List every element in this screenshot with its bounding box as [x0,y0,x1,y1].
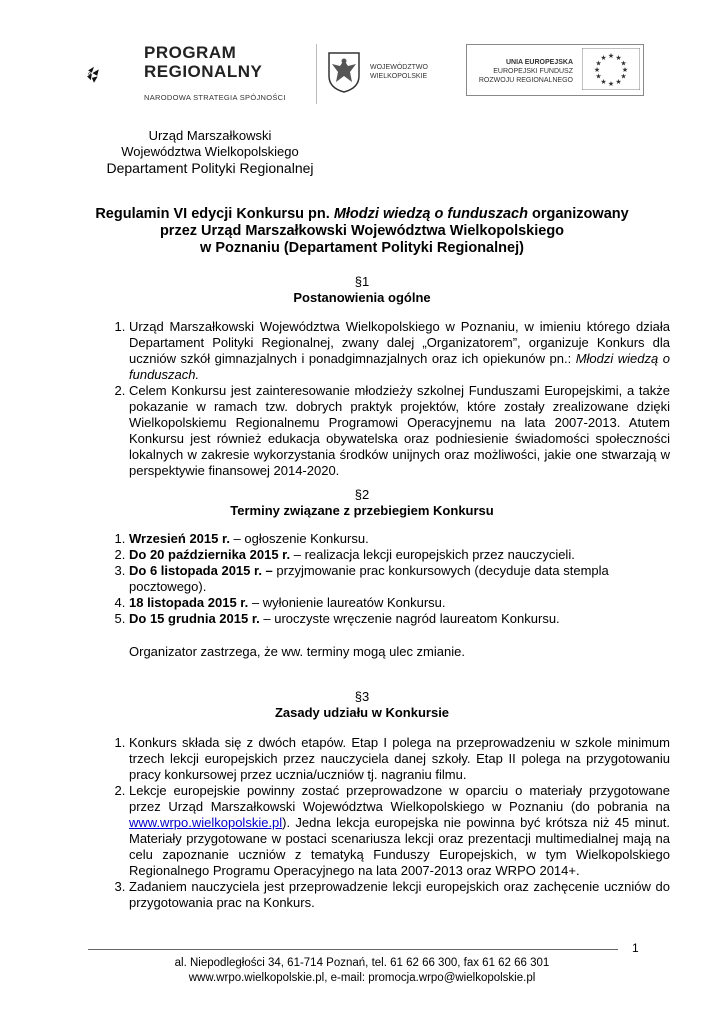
date-text: – ogłoszenie Konkursu. [229,531,369,546]
list-item [129,547,670,563]
date-text: – realizacja lekcji europejskich przez nauczycieli. [290,547,575,562]
wrpo-link[interactable]: www.wrpo.wielkopolskie.pl [129,815,283,830]
page-number: 1 [632,941,639,955]
list-item [129,611,670,627]
program-title-line2: REGIONALNY [144,62,263,81]
s1-item1-text: Urząd Marszałkowski Województwa Wielkopolskiego w Poznaniu, w imieniu którego działa Departament Polityki Regionalnej, zwany dalej „Organizatorem”, organizuje Konkurs dla uczniów szkół gimnazjalnych i ponadgimnazjalnych oraz ich opiekunów pn.: [129,319,670,366]
office-block [60,128,360,176]
program-regionalny-logo-icon [86,40,142,110]
svg-text:★: ★ [600,54,607,62]
section1-sign: §1 [354,274,370,289]
list-item: 3. Zadaniem nauczyciela jest przeprowadzenie lekcji europejskich oraz zachęcenie uczniów do przygotowania prac na Konkurs. [129,879,670,911]
date-bold: Wrzesień 2015 r. [129,531,230,546]
date-bold: Do 15 grudnia 2015 r. [129,611,260,626]
svg-text:★: ★ [621,66,629,74]
title-part2: organizowany [527,206,629,222]
office-department: Departament Polityki Regionalnej [106,160,314,176]
footer-divider [88,949,618,950]
section3-sign: §3 [354,689,370,704]
list-item [129,783,670,879]
date-bold: 18 listopada 2015 r. [129,595,249,610]
header-divider [316,44,317,104]
section2-heading: Terminy związane z przebiegiem Konkursu [230,503,494,518]
wojewodztwo-label [370,63,428,81]
list-item [129,595,670,611]
svg-text:★: ★ [615,54,622,62]
terms-note: Organizator zastrzega, że ww. terminy mogą ulec zmianie. [129,644,465,659]
program-subtitle: NARODOWA STRATEGIA SPÓJNOŚCI [144,93,286,102]
footer-address: al. Niepodległości 34, 61-714 Poznań, tel. 61 62 66 300, fax 61 62 66 301 [174,957,550,969]
svg-text:★: ★ [595,72,602,81]
svg-text:★: ★ [620,72,627,81]
eu-line2: EUROPEJSKI FUNDUSZ [493,68,573,75]
svg-text:★: ★ [620,59,627,68]
woj-line2: WIELKOPOLSKIE [370,73,428,80]
date-bold: Do 6 listopada 2015 r. – [129,563,273,578]
office-line2: Województwa Wielkopolskiego [121,144,299,159]
svg-text:★: ★ [600,78,607,86]
wielkopolska-eagle-crest-icon [326,50,362,94]
eu-flag-icon [582,48,640,90]
section1-list [94,319,670,479]
footer-contact [0,956,724,986]
list-item [129,563,670,595]
office-line1: Urząd Marszałkowski [148,128,272,143]
date-text: – uroczyste wręczenie nagród laureatom Konkursu. [259,611,560,626]
eu-label [470,58,573,85]
section2-list [94,531,670,627]
svg-text:★: ★ [615,78,622,86]
list-item: 2. Celem Konkursu jest zainteresowanie młodzieży szkolnej Funduszami Europejskimi, a także pokazanie w ramach tzw. dobrych praktyk projektów, które zostały zrealizowane dzięki Wielkopolskiemu Regionalnemu Programowi Operacyjnemu na lata 2007-2013. Atutem Konkursu jest również edukacja obywatelska oraz podniesienie świadomości społeczności lokalnych w zakresie wykorzystania środków unijnych oraz możliwości, jakie one stwarzają w perspektywie finansowej 2014-2020. [129,383,670,479]
date-text: – wyłonienie laureatów Konkursu. [248,595,446,610]
document-title [70,206,654,257]
program-title [144,44,262,80]
title-italic: Młodzi wiedzą o funduszach [333,206,528,222]
footer-web-email: www.wrpo.wielkopolskie.pl, e-mail: promocja.wrpo@wielkopolskie.pl [188,972,536,984]
svg-text:★: ★ [607,52,615,60]
date-bold: Do 20 października 2015 r. [129,547,291,562]
section2-sign: §2 [354,487,370,502]
list-item [129,531,670,547]
title-part1: Regulamin VI edycji Konkursu pn. [95,206,334,222]
section3-heading: Zasady udziału w Konkursie [274,705,450,720]
eu-line1: UNIA EUROPEJSKA [505,59,573,66]
program-title-line1: PROGRAM [144,43,237,62]
section3-list [94,735,670,911]
eu-line3: ROZWOJU REGIONALNEGO [478,77,573,84]
s1-item1-italic: Młodzi wiedzą o funduszach. [129,351,670,382]
section1-heading: Postanowienia ogólne [293,290,431,305]
date-text: przyjmowanie prac konkursowych (decyduje data stempla pocztowego). [129,563,609,594]
svg-text:★: ★ [593,66,601,74]
title-line2: przez Urząd Marszałkowski Województwa Wielkopolskiego [159,223,565,239]
s3-item2-b: ). Jedna lekcja europejska nie powinna być krótsza niż 45 minut. Materiały przygotowane w postaci scenariusza lekcji oraz prezentacji multimedialnej mają na celu zapoznanie uczniów z tematyką Funduszy Europejskich, w tym Wielkopolskiego Regionalnego Programu Operacyjnego na lata 2007-2013 oraz WRPO 2014+. [129,815,670,878]
list-item: 1. Konkurs składa się z dwóch etapów. Etap I polega na przeprowadzeniu w szkole minimum trzech lekcji europejskich przez nauczyciela danej szkoły. Etap II polega na przygotowaniu pracy konkursowej przez ucznia/uczniów tj. nagraniu filmu. [129,735,670,783]
woj-line1: WOJEWÓDZTWO [370,64,428,71]
svg-text:★: ★ [595,59,602,68]
list-item [129,319,670,383]
s3-item2-a: Lekcje europejskie powinny zostać przeprowadzone w oparciu o materiały przygotowane przez Urząd Marszałkowski Województwa Wielkopolskiego w Poznaniu (do pobrania na [129,783,670,814]
title-line3: w Poznaniu (Departament Polityki Regionalnej) [200,240,524,256]
svg-text:★: ★ [607,80,615,88]
